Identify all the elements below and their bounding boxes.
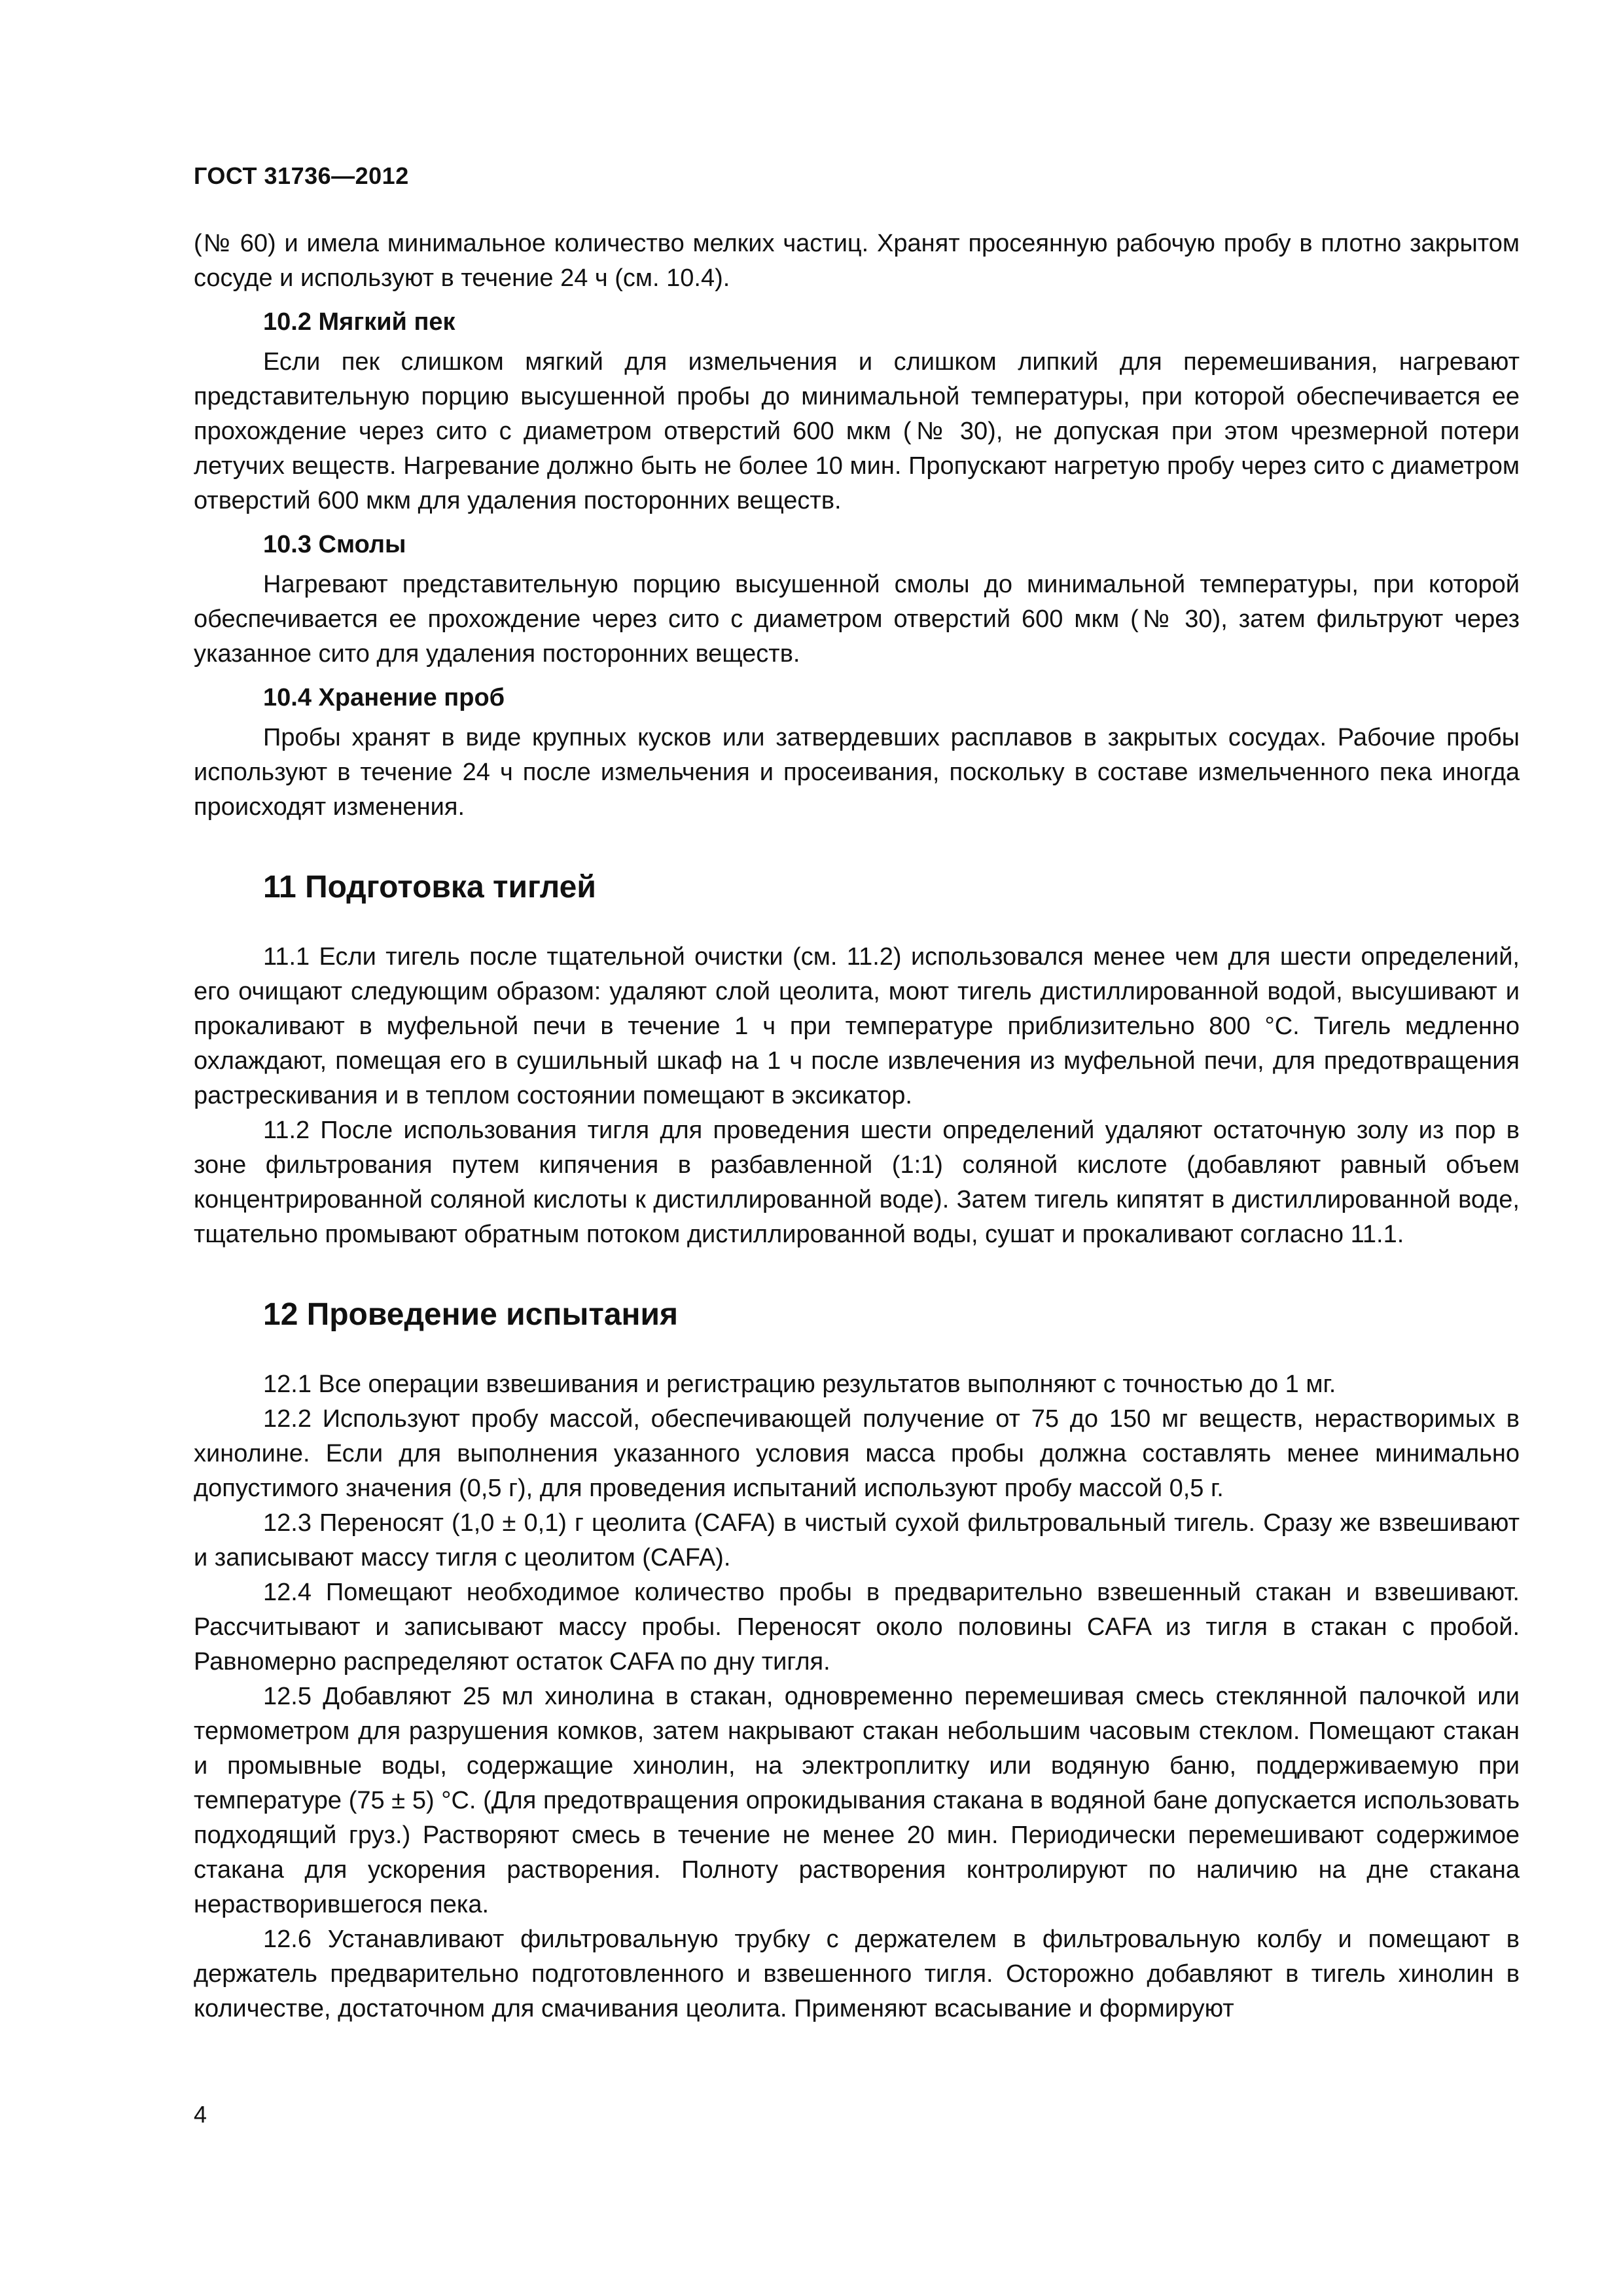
section-12-title: 12 Проведение испытания	[263, 1297, 679, 1332]
intro-paragraph: (№ 60) и имела минимальное количество мелких частиц. Хранят просеянную рабочую пробу в плотно закрытом сосуде и используют в течение 24 ч (см. 10.4).	[194, 230, 1520, 292]
section-11-title: 11 Подготовка тиглей	[263, 870, 596, 905]
subsection-10-2-text: Если пек слишком мягкий для измельчения и слишком липкий для перемешивания, нагревают представительную порцию высушенной пробы до минимальной температуры, при которой обеспечивается ее прохождение через сито с диаметром отверстий 600 мкм (№ 30), не допуская при этом чрезмерной потери летучих веществ. Нагревание должно быть не более 10 мин. Пропускают нагретую пробу через сито с диаметром отверстий 600 мкм для удаления посторонних веществ.	[194, 348, 1520, 514]
paragraph-11-1: 11.1 Если тигель после тщательной очистки (см. 11.2) использовался менее чем для шести определений, его очищают следующим образом: удаляют слой цеолита, моют тигель дистиллированной водой, высушивают и прокаливают в муфельной печи в течение 1 ч при температуре приблизительно 800 °С. Тигель медленно охлаждают, помещая его в сушильный шкаф на 1 ч после извлечения из муфельной печи, для предотвращения растрескивания и в теплом состоянии помещают в эксикатор.	[194, 943, 1520, 1109]
paragraph-12-4: 12.4 Помещают необходимое количество пробы в предварительно взвешенный стакан и взвешивают. Рассчитывают и записывают массу пробы. Переносят около половины CAFA из тигля в стакан с пробой. Равномерно распределяют остаток CAFA по дну тигля.	[194, 1579, 1520, 1676]
subsection-10-4-text: Пробы хранят в виде крупных кусков или затвердевших расплавов в закрытых сосудах. Рабочие пробы используют в течение 24 ч после измельчения и просеивания, поскольку в составе измельченного пека иногда происходят изменения.	[194, 724, 1520, 821]
subsection-10-4-title: 10.4 Хранение проб	[263, 684, 505, 711]
paragraph-12-1: 12.1 Все операции взвешивания и регистрацию результатов выполняют с точностью до 1 мг.	[263, 1371, 1336, 1398]
paragraph-11-2: 11.2 После использования тигля для проведения шести определений удаляют остаточную золу из пор в зоне фильтрования путем кипячения в разбавленной (1:1) соляной кислоте (добавляют равный объем концентрированной соляной кислоты к дистиллированной воде). Затем тигель кипятят в дистиллированной воде, тщательно промывают обратным потоком дистиллированной воды, сушат и прокаливают согласно 11.1.	[194, 1117, 1520, 1248]
paragraph-12-3: 12.3 Переносят (1,0 ± 0,1) г цеолита (CAFA) в чистый сухой фильтровальный тигель. Сразу же взвешивают и записывают массу тигля с цеолитом (CAFA).	[194, 1509, 1520, 1571]
page-content	[194, 226, 1520, 2026]
subsection-10-3-text: Нагревают представительную порцию высушенной смолы до минимальной температуры, при которой обеспечивается ее прохождение через сито с диаметром отверстий 600 мкм (№ 30), затем фильтруют через указанное сито для удаления посторонних веществ.	[194, 571, 1520, 668]
subsection-10-2-title: 10.2 Мягкий пек	[263, 308, 455, 336]
subsection-10-3-title: 10.3 Смолы	[263, 531, 406, 558]
page-number: 4	[194, 2101, 207, 2128]
document-header: ГОСТ 31736—2012	[194, 162, 409, 189]
paragraph-12-6: 12.6 Устанавливают фильтровальную трубку с держателем в фильтровальную колбу и помещают в держатель предварительно подготовленного и взвешенного тигля. Осторожно добавляют в тигель хинолин в количестве, достаточном для смачивания цеолита. Применяют всасывание и формируют	[194, 1926, 1520, 2022]
paragraph-12-2: 12.2 Используют пробу массой, обеспечивающей получение от 75 до 150 мг веществ, нерастворимых в хинолине. Если для выполнения указанного условия масса пробы должна составлять менее минимально допустимого значения (0,5 г), для проведения испытаний используют пробу массой 0,5 г.	[194, 1405, 1520, 1502]
paragraph-12-5: 12.5 Добавляют 25 мл хинолина в стакан, одновременно перемешивая смесь стеклянной палочкой или термометром для разрушения комков, затем накрывают стакан небольшим часовым стеклом. Помещают стакан и промывные воды, содержащие хинолин, на электроплитку или водяную баню, поддерживаемую при температуре (75 ± 5) °С. (Для предотвращения опрокидывания стакана в водяной бане допускается использовать подходящий груз.) Растворяют смесь в течение не менее 20 мин. Периодически перемешивают содержимое стакана для ускорения растворения. Полноту растворения контролируют по наличию на дне стакана нерастворившегося пека.	[194, 1683, 1520, 1918]
